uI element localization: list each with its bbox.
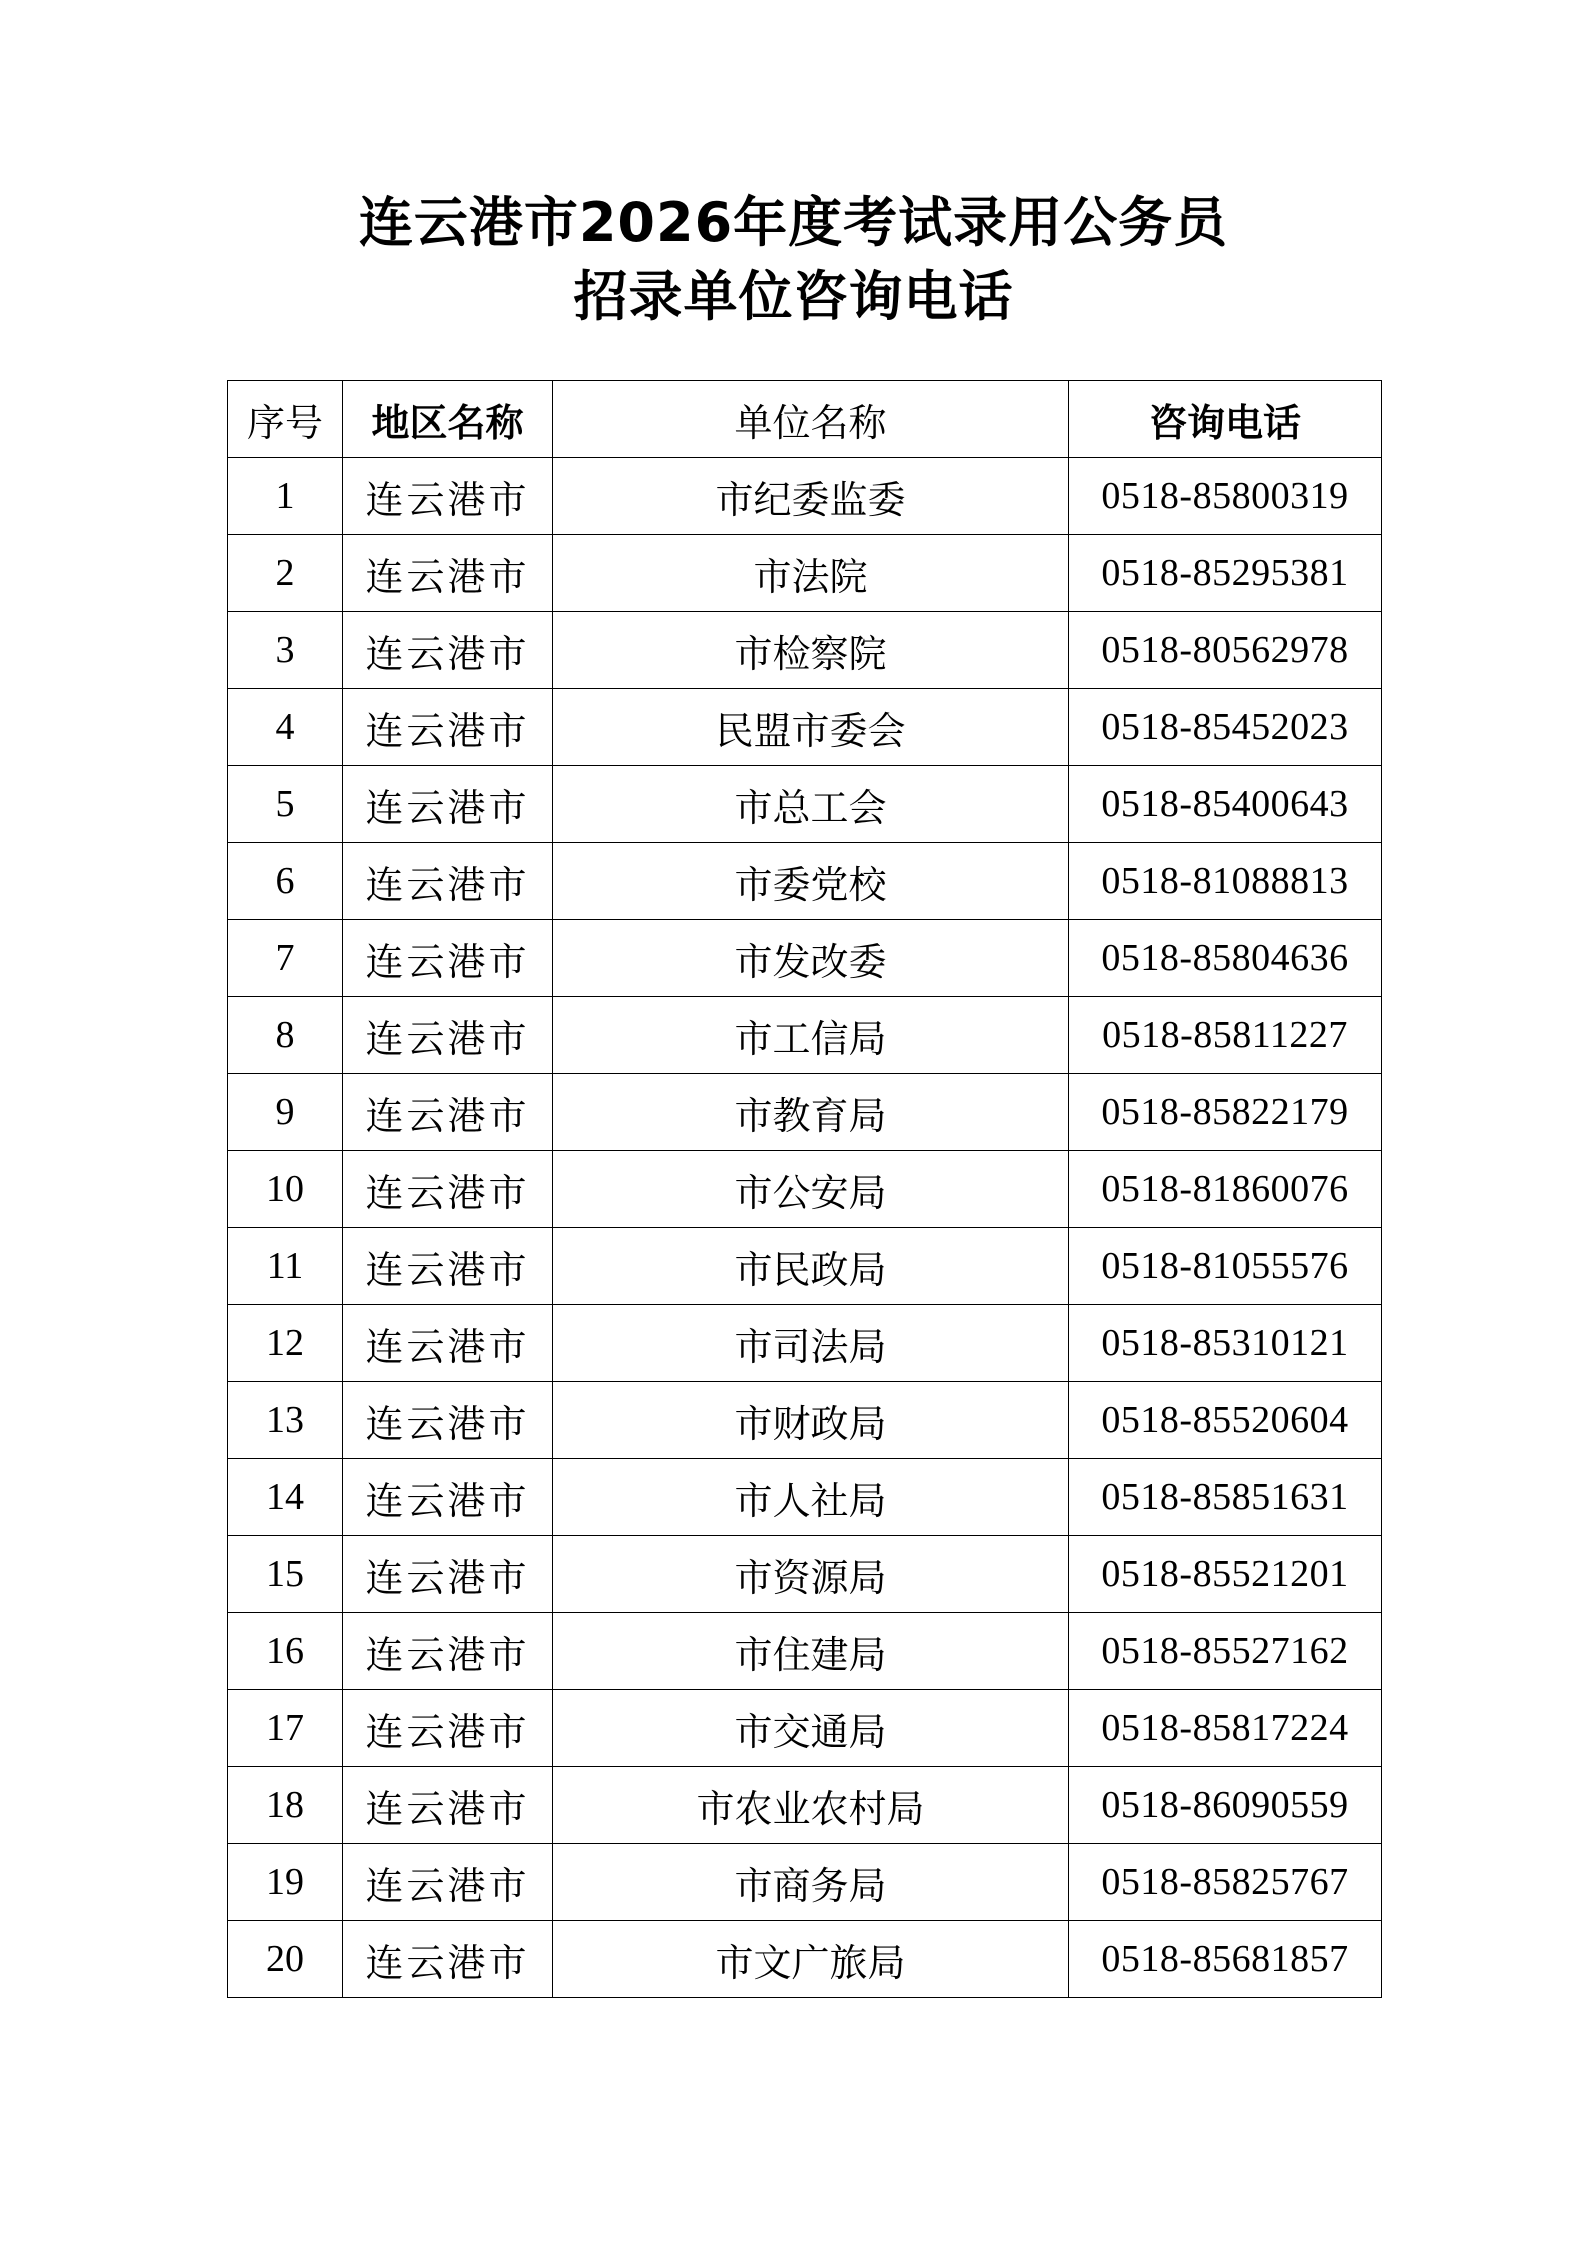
table-row [228,1536,1382,1613]
table-row [228,766,1382,843]
row-phone: 0518-81055576 [1069,1228,1382,1305]
row-index: 3 [228,612,343,689]
row-region: 连云港市 [343,1228,553,1305]
row-region: 连云港市 [343,1459,553,1536]
contact-table [227,380,1382,1998]
row-region: 连云港市 [343,458,553,535]
table-row [228,689,1382,766]
table-row [228,1767,1382,1844]
row-unit: 市总工会 [553,766,1069,843]
row-region: 连云港市 [343,920,553,997]
row-phone: 0518-81088813 [1069,843,1382,920]
table-row [228,535,1382,612]
table-row [228,1921,1382,1998]
row-phone: 0518-85520604 [1069,1382,1382,1459]
table-row [228,1844,1382,1921]
row-unit: 市交通局 [553,1690,1069,1767]
table-row [228,458,1382,535]
row-unit: 市民政局 [553,1228,1069,1305]
row-unit: 市资源局 [553,1536,1069,1613]
row-region: 连云港市 [343,1921,553,1998]
row-phone: 0518-85295381 [1069,535,1382,612]
row-region: 连云港市 [343,843,553,920]
table-header-row [228,381,1382,458]
table-row [228,843,1382,920]
table-row [228,1459,1382,1536]
table-row [228,920,1382,997]
table-row [228,1151,1382,1228]
table-row [228,1613,1382,1690]
row-index: 11 [228,1228,343,1305]
row-index: 14 [228,1459,343,1536]
header-unit: 单位名称 [553,381,1069,458]
row-phone: 0518-85527162 [1069,1613,1382,1690]
row-phone: 0518-85800319 [1069,458,1382,535]
row-region: 连云港市 [343,689,553,766]
row-index: 17 [228,1690,343,1767]
row-region: 连云港市 [343,1613,553,1690]
row-unit: 市委党校 [553,843,1069,920]
table-row [228,997,1382,1074]
row-phone: 0518-85825767 [1069,1844,1382,1921]
row-region: 连云港市 [343,1151,553,1228]
row-phone: 0518-86090559 [1069,1767,1382,1844]
row-unit: 市纪委监委 [553,458,1069,535]
row-index: 6 [228,843,343,920]
row-unit: 市教育局 [553,1074,1069,1151]
table-row [228,1074,1382,1151]
row-phone: 0518-80562978 [1069,612,1382,689]
header-phone: 咨询电话 [1069,381,1382,458]
document-title: 连云港市2026年度考试录用公务员 [358,191,1229,254]
row-region: 连云港市 [343,1074,553,1151]
row-phone: 0518-85851631 [1069,1459,1382,1536]
row-unit: 市住建局 [553,1613,1069,1690]
row-phone: 0518-81860076 [1069,1151,1382,1228]
row-phone: 0518-85521201 [1069,1536,1382,1613]
row-phone: 0518-85811227 [1069,997,1382,1074]
row-phone: 0518-85822179 [1069,1074,1382,1151]
table-row [228,1382,1382,1459]
table-row [228,1690,1382,1767]
row-unit: 市文广旅局 [553,1921,1069,1998]
row-phone: 0518-85400643 [1069,766,1382,843]
row-region: 连云港市 [343,1690,553,1767]
row-index: 8 [228,997,343,1074]
row-index: 10 [228,1151,343,1228]
row-index: 9 [228,1074,343,1151]
row-region: 连云港市 [343,1767,553,1844]
row-phone: 0518-85804636 [1069,920,1382,997]
row-index: 13 [228,1382,343,1459]
row-unit: 市财政局 [553,1382,1069,1459]
table-row [228,612,1382,689]
document-subtitle: 招录单位咨询电话 [573,265,1014,328]
row-region: 连云港市 [343,997,553,1074]
row-index: 15 [228,1536,343,1613]
row-index: 7 [228,920,343,997]
row-index: 4 [228,689,343,766]
row-region: 连云港市 [343,1844,553,1921]
table-row [228,1228,1382,1305]
header-region: 地区名称 [343,381,553,458]
row-phone: 0518-85310121 [1069,1305,1382,1382]
row-unit: 民盟市委会 [553,689,1069,766]
row-region: 连云港市 [343,766,553,843]
row-phone: 0518-85817224 [1069,1690,1382,1767]
row-phone: 0518-85452023 [1069,689,1382,766]
row-index: 12 [228,1305,343,1382]
row-unit: 市发改委 [553,920,1069,997]
row-unit: 市司法局 [553,1305,1069,1382]
row-unit: 市检察院 [553,612,1069,689]
row-index: 18 [228,1767,343,1844]
row-region: 连云港市 [343,1382,553,1459]
row-index: 20 [228,1921,343,1998]
row-region: 连云港市 [343,1536,553,1613]
row-unit: 市农业农村局 [553,1767,1069,1844]
row-unit: 市人社局 [553,1459,1069,1536]
row-unit: 市商务局 [553,1844,1069,1921]
row-unit: 市工信局 [553,997,1069,1074]
row-unit: 市公安局 [553,1151,1069,1228]
row-index: 1 [228,458,343,535]
row-index: 19 [228,1844,343,1921]
row-unit: 市法院 [553,535,1069,612]
table-row [228,1305,1382,1382]
row-index: 2 [228,535,343,612]
row-region: 连云港市 [343,1305,553,1382]
row-index: 16 [228,1613,343,1690]
table-body [228,458,1382,1998]
row-phone: 0518-85681857 [1069,1921,1382,1998]
row-region: 连云港市 [343,612,553,689]
row-index: 5 [228,766,343,843]
header-index: 序号 [228,381,343,458]
row-region: 连云港市 [343,535,553,612]
